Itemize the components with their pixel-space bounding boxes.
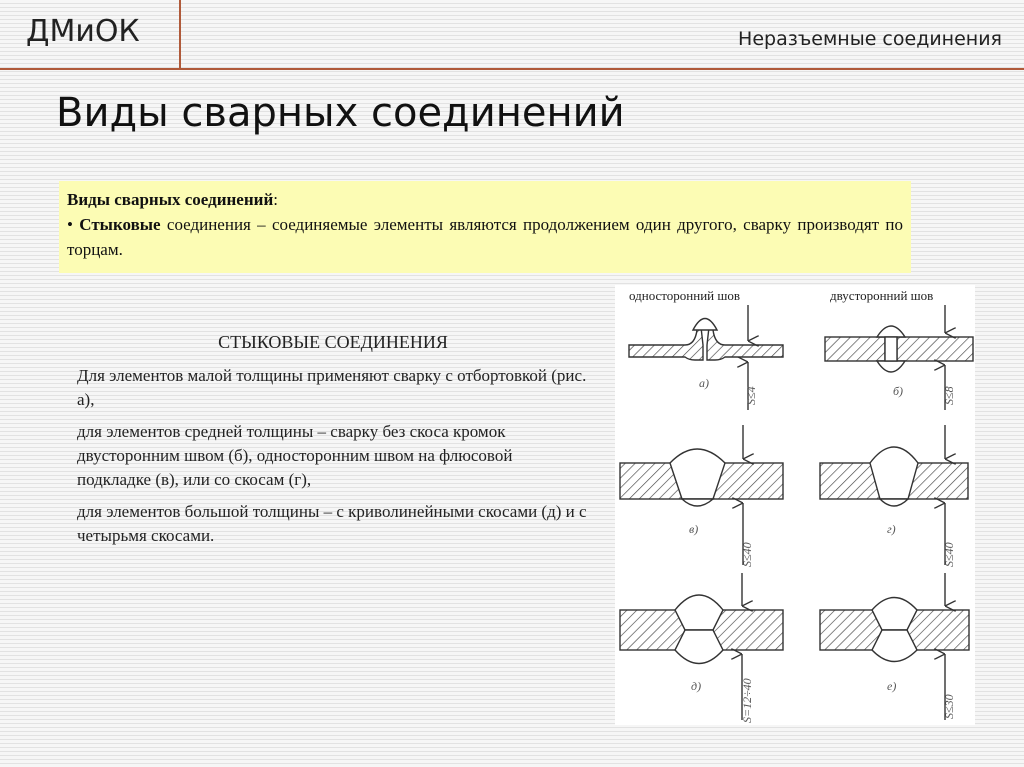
label-v: в) <box>689 522 699 536</box>
dim-d: S=12÷40 <box>740 678 754 723</box>
definition-callout <box>59 181 911 273</box>
brand-label: ДМиОК <box>26 14 140 49</box>
caption-one-sided: односторонний шов <box>629 288 741 303</box>
paragraph-thick: для элементов большой толщины – с криволинейными скосами (д) и с четырьмя скосами. <box>77 502 587 545</box>
label-a: а) <box>699 376 709 390</box>
callout-term: Стыковые <box>79 215 161 234</box>
paragraph-thin: Для элементов малой толщины применяют сварку с отбортовкой (рис. а), <box>77 366 587 409</box>
caption-two-sided: двусторонний шов <box>830 288 934 303</box>
bullet-icon: • <box>67 215 73 234</box>
slide-header <box>0 0 1024 68</box>
joint-v <box>620 425 783 565</box>
section-title: Неразъемные соединения <box>738 28 1002 50</box>
weld-joint-figure <box>615 285 975 725</box>
dim-g: S≤40 <box>942 542 956 567</box>
callout-body <box>67 212 903 262</box>
callout-heading-line <box>67 187 903 212</box>
dim-b: S≤8 <box>942 386 956 405</box>
header-divider <box>179 0 181 70</box>
callout-heading: Виды сварных соединений <box>67 190 274 209</box>
label-g: г) <box>887 522 896 536</box>
joint-a <box>629 305 783 410</box>
label-b: б) <box>893 384 904 398</box>
content-text <box>77 330 589 556</box>
joint-d <box>620 573 783 720</box>
label-e: е) <box>887 679 897 693</box>
content-subtitle: СТЫКОВЫЕ СОЕДИНЕНИЯ <box>218 332 448 352</box>
paragraph-medium: для элементов средней толщины – сварку без скоса кромок двусторонним швом (б), односторонним швом на флюсовой подкладке (в), или со скосам (г), <box>77 422 513 489</box>
label-d: д) <box>691 679 702 693</box>
slide-title: Виды сварных соединений <box>56 90 625 136</box>
dim-v: S≤40 <box>740 542 754 567</box>
callout-heading-suffix: : <box>273 190 278 209</box>
weld-diagram <box>615 285 975 725</box>
header-rule <box>0 68 1024 70</box>
callout-text: соединения – соединяемые элементы являются продолжением один другого, сварку производят по торцам. <box>67 215 903 259</box>
dim-a: S≤4 <box>744 386 758 405</box>
dim-e: S≤30 <box>942 694 956 719</box>
